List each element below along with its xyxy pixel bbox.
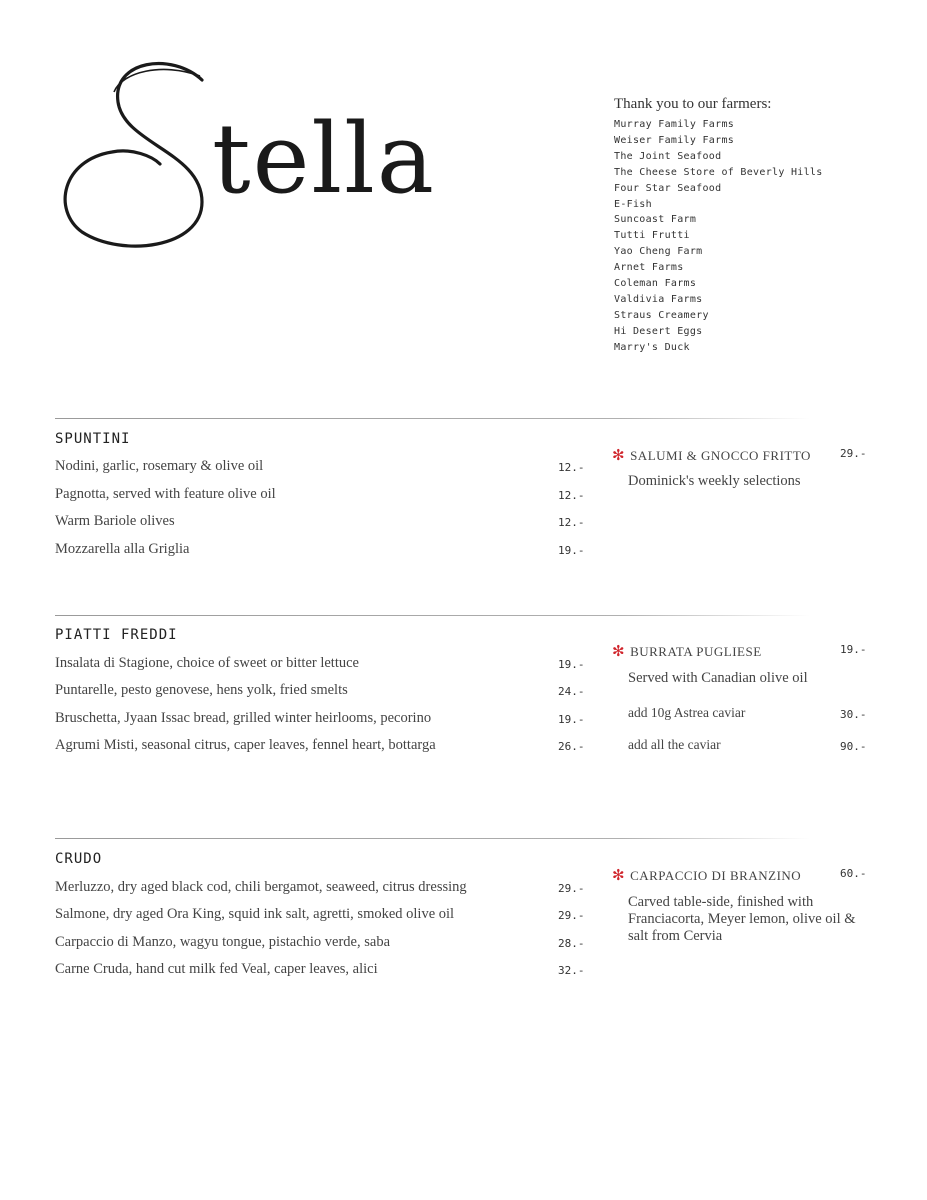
menu-item-price: 26.-	[558, 740, 585, 753]
section-title: CRUDO	[55, 851, 103, 867]
menu-item-name: Salmone, dry aged Ora King, squid ink salt, agretti, smoked olive oil	[55, 906, 455, 922]
farmers-heading: Thank you to our farmers:	[614, 96, 772, 112]
section-divider	[55, 418, 810, 419]
menu-item-name: Insalata di Stagione, choice of sweet or bitter lettuce	[55, 655, 359, 671]
feature-item-name	[612, 642, 762, 660]
farmer-item: Suncoast Farm	[614, 214, 697, 226]
menu-item-price: 29.-	[558, 909, 585, 922]
menu-item-name: Bruschetta, Jyaan Issac bread, grilled winter heirlooms, pecorino	[55, 710, 432, 726]
section-title: SPUNTINI	[55, 431, 131, 447]
menu-item-price: 19.-	[558, 658, 585, 671]
farmer-item: Yao Cheng Farm	[614, 246, 703, 258]
menu-item-price: 32.-	[558, 964, 585, 977]
feature-item-name	[612, 446, 811, 464]
farmer-item: The Joint Seafood	[614, 150, 722, 162]
section-divider	[55, 838, 810, 839]
menu-item-name: Pagnotta, served with feature olive oil	[55, 486, 276, 502]
menu-item-name: Carne Cruda, hand cut milk fed Veal, caper leaves, alici	[55, 961, 378, 977]
section-title: PIATTI FREDDI	[55, 627, 178, 643]
feature-addon-price: 30.-	[840, 708, 867, 721]
feature-item-description: Dominick's weekly selections	[628, 473, 801, 489]
farmer-item: Hi Desert Eggs	[614, 325, 703, 337]
farmers-thanks	[614, 96, 914, 356]
asterisk-icon: ✻	[612, 642, 626, 660]
feature-item-price: 60.-	[840, 867, 867, 880]
feature-addon-name: add 10g Astrea caviar	[628, 705, 746, 720]
feature-item-label: BURRATA PUGLIESE	[630, 644, 762, 659]
menu-item-price: 12.-	[558, 489, 585, 502]
feature-item-price: 29.-	[840, 447, 867, 460]
menu-item-name: Merluzzo, dry aged black cod, chili bergamot, seaweed, citrus dressing	[55, 879, 467, 895]
farmer-item: Marry's Duck	[614, 341, 690, 353]
farmer-item: Arnet Farms	[614, 262, 684, 274]
menu-item-price: 19.-	[558, 544, 585, 557]
feature-item-name	[612, 866, 801, 884]
farmer-item: Coleman Farms	[614, 278, 697, 290]
menu-item-name: Carpaccio di Manzo, wagyu tongue, pistachio verde, saba	[55, 934, 391, 950]
menu-item-price: 24.-	[558, 685, 585, 698]
asterisk-icon: ✻	[612, 866, 626, 884]
menu-item-name: Puntarelle, pesto genovese, hens yolk, fried smelts	[55, 682, 348, 698]
logo-s-swash	[65, 64, 202, 247]
stella-logo	[52, 52, 447, 257]
farmer-item: E-Fish	[614, 198, 652, 210]
menu-item-price: 28.-	[558, 937, 585, 950]
menu-item-price: 12.-	[558, 516, 585, 529]
feature-item-description: Carved table-side, finished with Franciacorta, Meyer lemon, olive oil & salt from Cervia	[628, 894, 856, 944]
menu-item-price: 12.-	[558, 461, 585, 474]
farmer-item: The Cheese Store of Beverly Hills	[614, 166, 823, 178]
menu-item-name: Mozzarella alla Griglia	[55, 541, 190, 557]
menu-item-price: 29.-	[558, 882, 585, 895]
farmer-item: Straus Creamery	[614, 309, 709, 321]
farmer-item: Weiser Family Farms	[614, 134, 735, 146]
menu-item-name: Agrumi Misti, seasonal citrus, caper leaves, fennel heart, bottarga	[55, 737, 436, 753]
menu-item-name: Nodini, garlic, rosemary & olive oil	[55, 458, 264, 474]
farmer-item: Four Star Seafood	[614, 182, 722, 194]
feature-item-price: 19.-	[840, 643, 867, 656]
feature-item-description: Served with Canadian olive oil	[628, 670, 808, 686]
farmer-item: Murray Family Farms	[614, 119, 735, 130]
menu-item-price: 19.-	[558, 713, 585, 726]
feature-addon-name: add all the caviar	[628, 737, 721, 752]
feature-addon-price: 90.-	[840, 740, 867, 753]
section-divider	[55, 615, 810, 616]
farmer-item: Tutti Frutti	[614, 230, 690, 242]
menu-item-name: Warm Bariole olives	[55, 513, 175, 529]
farmer-item: Valdivia Farms	[614, 293, 703, 305]
feature-item-label: CARPACCIO DI BRANZINO	[630, 868, 802, 883]
asterisk-icon: ✻	[612, 446, 626, 464]
logo-text: tella	[212, 103, 437, 215]
feature-item-label: SALUMI & GNOCCO FRITTO	[630, 448, 811, 463]
farmers-list	[614, 117, 914, 356]
